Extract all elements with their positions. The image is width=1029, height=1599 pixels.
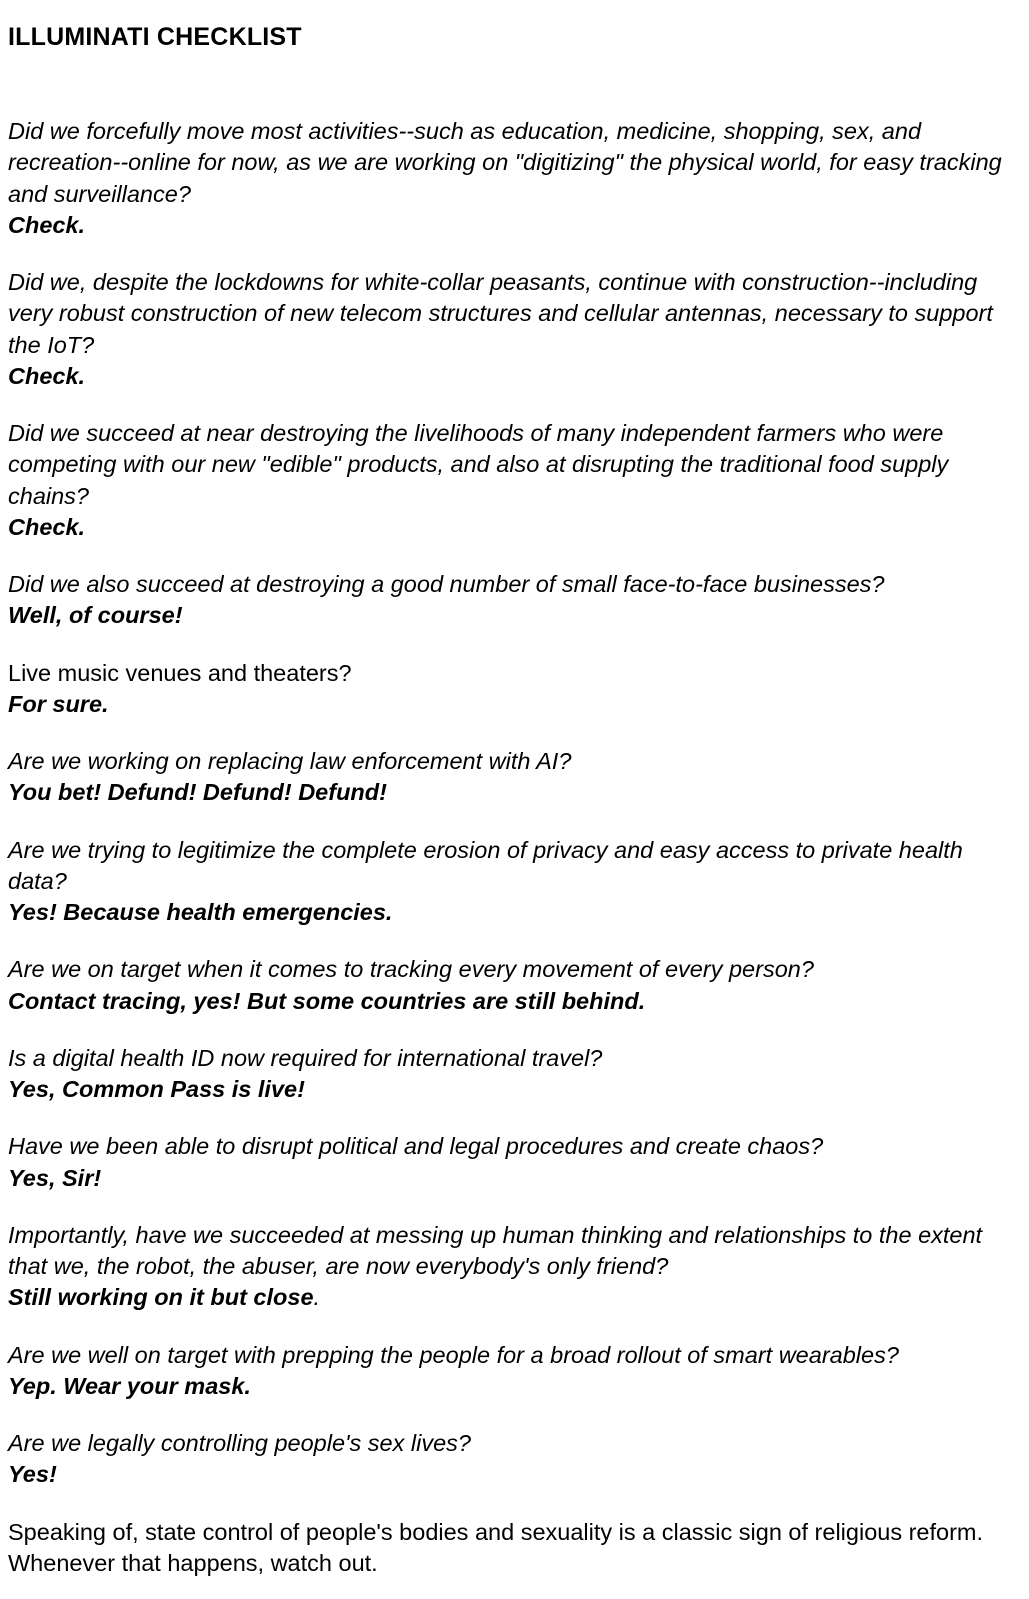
entry-question: Are we legally controlling people's sex lives? xyxy=(8,1430,471,1456)
entry-answer-text: Still working on it but close xyxy=(8,1284,314,1311)
entry-question: Did we forcefully move most activities--such as education, medicine, shopping, sex, and recreation--online for now, as we are working on "digitizing" the physical world, for easy tracking and surveillance? xyxy=(8,118,1002,207)
entry-answer: Check. xyxy=(8,513,86,540)
entry-question: Are we trying to legitimize the complete erosion of privacy and easy access to private health data? xyxy=(8,836,963,894)
checklist-entry xyxy=(8,267,1003,392)
checklist-entry xyxy=(8,658,1003,721)
entry-answer: Yes, Sir! xyxy=(8,1164,102,1191)
entry-answer: Yes! xyxy=(8,1461,57,1488)
entry-question: Are we on target when it comes to tracking every movement of every person? xyxy=(8,956,814,983)
entry-answer: Yep. Wear your mask. xyxy=(8,1372,251,1399)
checklist-entry xyxy=(8,116,1003,241)
checklist-entry xyxy=(8,835,1003,929)
entry-answer-tail: . xyxy=(313,1284,321,1311)
checklist-entry xyxy=(8,746,1003,809)
checklist-entry xyxy=(8,1131,1003,1194)
checklist-entry xyxy=(8,1428,1003,1491)
entry-answer: You bet! Defund! Defund! Defund! xyxy=(8,779,387,806)
entry-answer: Contact tracing, yes! But some countries are still behind. xyxy=(8,987,646,1014)
closing-paragraph: Speaking of, state control of people's bodies and sexuality is a classic sign of religious reform. Whenever that happens, watch out. xyxy=(8,1518,984,1576)
entry-question: Are we working on replacing law enforcement with AI? xyxy=(8,748,572,774)
entry-answer: Check. xyxy=(8,211,86,238)
entry-question: Are we well on target with prepping the people for a broad rollout of smart wearables? xyxy=(8,1341,899,1368)
page-title: ILLUMINATI CHECKLIST xyxy=(8,23,302,51)
entry-question: Did we also succeed at destroying a good number of small face-to-face businesses? xyxy=(8,571,885,597)
entry-answer: Yes, Common Pass is live! xyxy=(8,1076,305,1102)
checklist-entry xyxy=(8,1220,1003,1314)
checklist-entry xyxy=(8,1340,1003,1403)
entry-answer xyxy=(8,1282,1003,1313)
entry-question: Have we been able to disrupt political and legal procedures and create chaos? xyxy=(8,1133,824,1160)
checklist-entry xyxy=(8,1043,1003,1106)
entry-question: Importantly, have we succeeded at messing up human thinking and relationships to the extent that we, the robot, the abuser, are now everybody's only friend? xyxy=(8,1221,983,1279)
entry-answer: Yes! Because health emergencies. xyxy=(8,899,393,925)
entry-answer: For sure. xyxy=(8,690,109,717)
entry-question: Did we, despite the lockdowns for white-collar peasants, continue with construction--including very robust construction of new telecom structures and cellular antennas, necessary to support the IoT? xyxy=(8,269,993,358)
checklist-entry xyxy=(8,954,1003,1017)
entry-question: Live music venues and theaters? xyxy=(8,659,352,686)
entry-answer: Well, of course! xyxy=(8,602,183,629)
checklist-entry xyxy=(8,418,1003,543)
entry-question: Is a digital health ID now required for international travel? xyxy=(8,1044,603,1071)
checklist-entry xyxy=(8,569,1003,632)
entry-question: Did we succeed at near destroying the livelihoods of many independent farmers who were competing with our new "edible" products, and also at disrupting the traditional food supply chains? xyxy=(8,420,949,509)
entry-answer: Check. xyxy=(8,362,86,389)
